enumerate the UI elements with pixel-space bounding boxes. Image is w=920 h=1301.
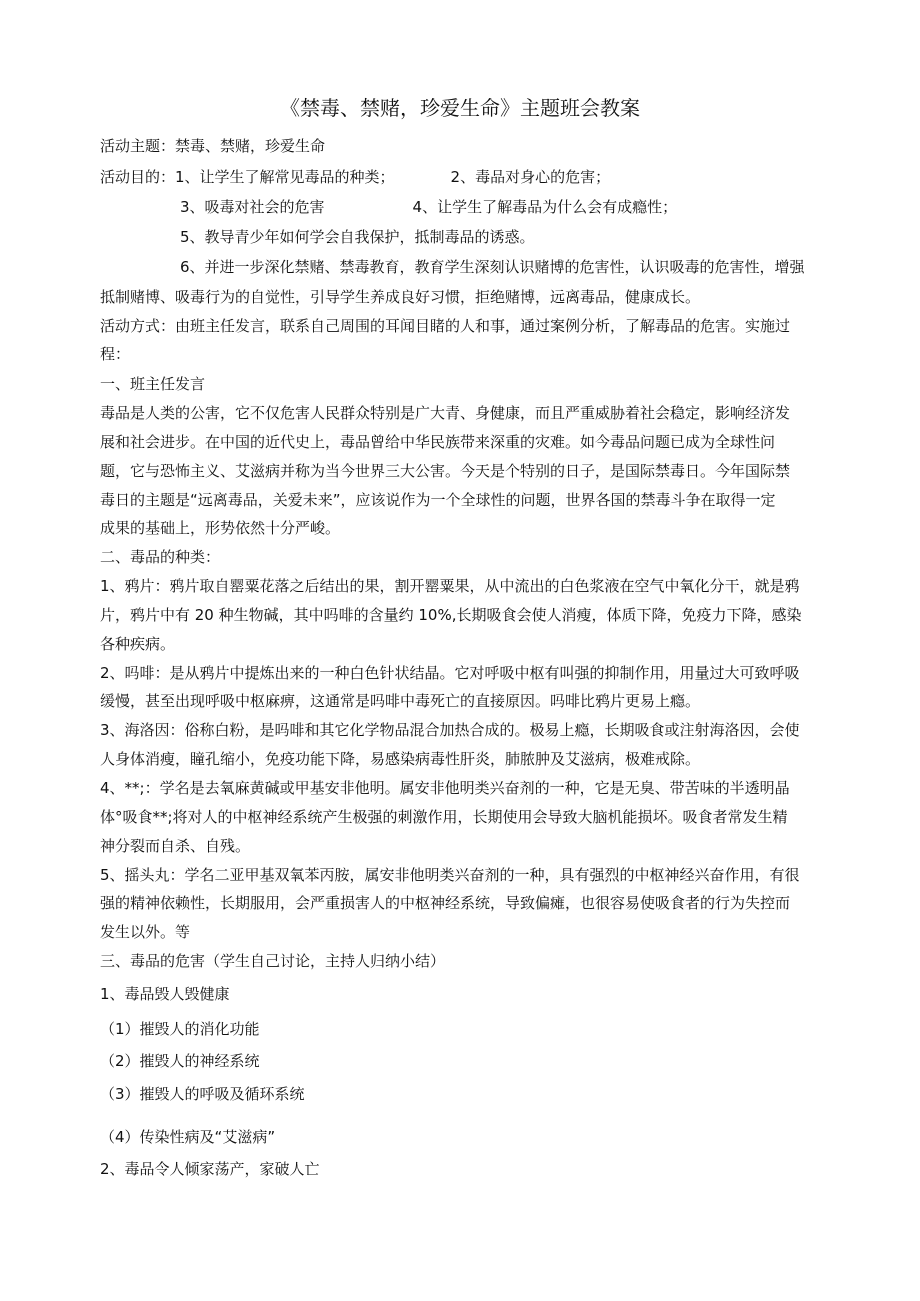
drug-morphine-line: 缓慢，甚至出现呼吸中枢麻痹，这通常是吗啡中毒死亡的直接原因。吗啡比鸦片更易上瘾。 xyxy=(100,692,701,710)
drug-meth-line: 体°吸食**;将对人的中枢神经系统产生极强的刺激作用，长期使用会导致大脑机能损坏。吸食者常发生精 xyxy=(100,808,788,826)
drug-opium-line: 各种疾病。 xyxy=(100,635,176,653)
document-title: 《禁毒、禁赌，珍爱生命》主题班会教案 xyxy=(280,96,640,120)
paragraph-line: 题，它与恐怖主义、艾滋病并称为当今世界三大公害。今天是个特别的日子，是国际禁毒日。今年国际禁 xyxy=(100,462,791,480)
paragraph-line: 成果的基础上，形势依然十分严峻。 xyxy=(100,519,341,537)
goal-4: 4、让学生了解毒品为什么会有成瘾性； xyxy=(412,198,678,216)
harm-subitem: （2）摧毁人的神经系统 xyxy=(100,1052,260,1070)
harm-subitem: （3）摧毁人的呼吸及循环系统 xyxy=(100,1085,305,1103)
drug-ecstasy-line: 5、摇头丸：学名二亚甲基双氧苯丙胺，属安非他明类兴奋剂的一种，具有强烈的中枢神经兴奋作用，有很 xyxy=(100,866,800,884)
drug-opium-line: 片，鸦片中有 20 种生物碱，其中吗啡的含量约 10%,长期吸食会使人消瘦，体质下降，免疫力下降，感染 xyxy=(100,606,802,624)
paragraph-line: 展和社会进步。在中国的近代史上，毒品曾给中华民族带来深重的灾难。如今毒品问题已成为全球性问 xyxy=(100,433,776,451)
section-heading-2: 二、毒品的种类： xyxy=(100,548,221,566)
goal-5: 5、教导青少年如何学会自我保护，抵制毒品的诱惑。 xyxy=(180,228,535,246)
drug-ecstasy-line: 强的精神依赖性，长期服用，会严重损害人的中枢神经系统，导致偏瘫，也很容易使吸食者的行为失控而 xyxy=(100,894,791,912)
harm-subitem: （1）摧毁人的消化功能 xyxy=(100,1020,260,1038)
harm-item-1: 1、毒品毁人毁健康 xyxy=(100,985,230,1003)
drug-meth-line: 神分裂而自杀、自残。 xyxy=(100,837,251,855)
goal-1: 活动目的：1、让学生了解常见毒品的种类； xyxy=(100,168,395,186)
drug-morphine-line: 2、吗啡：是从鸦片中提炼出来的一种白色针状结晶。它对呼吸中枢有叫强的抑制作用，用量过大可致呼吸 xyxy=(100,664,800,682)
harm-item-2: 2、毒品令人倾家荡产，家破人亡 xyxy=(100,1160,320,1178)
drug-ecstasy-line: 发生以外。等 xyxy=(100,923,191,941)
activity-goal-line-2 xyxy=(180,196,677,218)
section-heading-1: 一、班主任发言 xyxy=(100,375,206,393)
harm-subitem: （4）传染性病及“艾滋病” xyxy=(100,1128,276,1146)
paragraph-line: 毒品是人类的公害，它不仅危害人民群众特别是广大青、身健康，而且严重威胁着社会稳定，影响经济发 xyxy=(100,404,791,422)
drug-opium-line: 1、鸦片：鸦片取自罂粟花落之后结出的果，割开罂粟果，从中流出的白色浆液在空气中氧化分干，就是鸦 xyxy=(100,577,800,595)
activity-theme: 活动主题：禁毒、禁赌，珍爱生命 xyxy=(100,137,326,155)
paragraph-line: 毒日的主题是“远离毒品，关爱未来”，应该说作为一个全球性的问题，世界各国的禁毒斗争在取得一定 xyxy=(100,491,776,509)
activity-goal-line-1 xyxy=(100,166,610,188)
goal-6-line-1: 6、并进一步深化禁赌、禁毒教育，教育学生深刻认识赌博的危害性，认识吸毒的危害性，增强 xyxy=(180,258,805,276)
section-heading-3: 三、毒品的危害（学生自己讨论，主持人归纳小结） xyxy=(100,952,446,970)
drug-meth-line: 4、**;：学名是去氧麻黄碱或甲基安非他明。属安非他明类兴奋剂的一种，它是无臭、带苦味的半透明晶 xyxy=(100,779,790,797)
activity-method-line-2: 程： xyxy=(100,345,131,363)
drug-heroin-line: 3、海洛因：俗称白粉，是吗啡和其它化学物品混合加热合成的。极易上瘾，长期吸食或注射海洛因，会使 xyxy=(100,721,800,739)
activity-method-line-1: 活动方式：由班主任发言，联系自己周围的耳闻目睹的人和事，通过案例分析，了解毒品的危害。实施过 xyxy=(100,317,791,335)
drug-heroin-line: 人身体消瘦，瞳孔缩小，免疫功能下降，易感染病毒性肝炎，肺脓肿及艾滋病，极难戒除。 xyxy=(100,750,701,768)
goal-3: 3、吸毒对社会的危害 xyxy=(180,198,325,216)
goal-6-line-2: 抵制赌博、吸毒行为的自觉性，引导学生养成良好习惯，拒绝赌博，远离毒品，健康成长。 xyxy=(100,288,701,306)
goal-2: 2、毒品对身心的危害； xyxy=(450,168,611,186)
